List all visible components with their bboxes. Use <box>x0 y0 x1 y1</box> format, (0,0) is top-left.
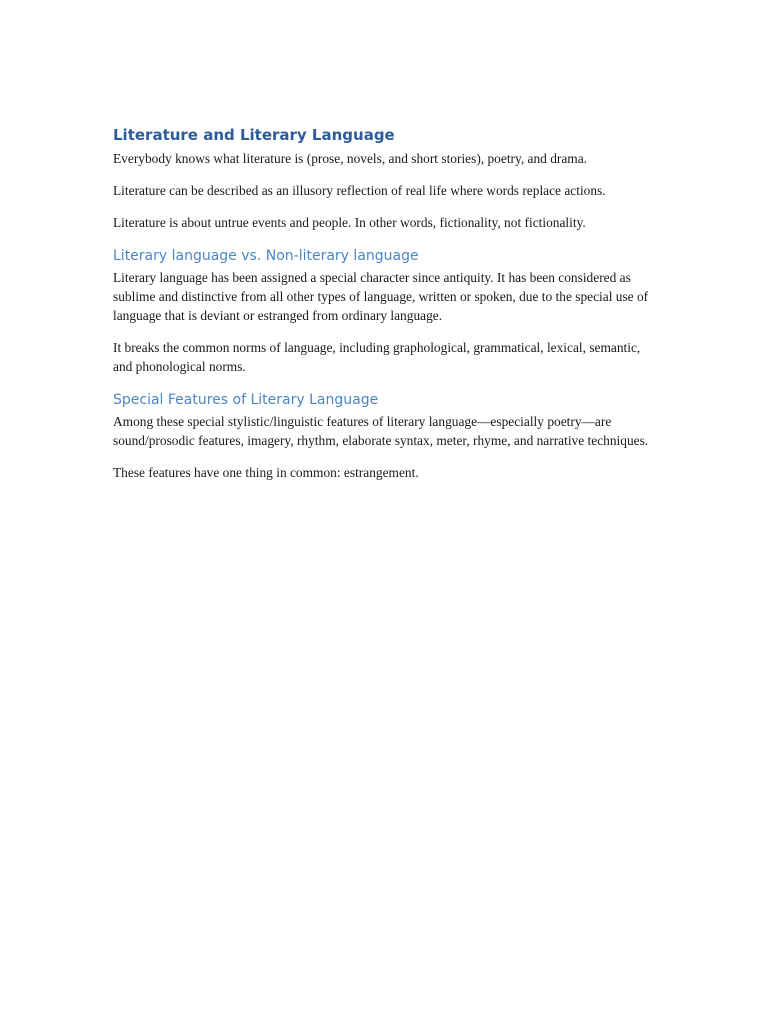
paragraph-special-character: Literary language has been assigned a special character since antiquity. It has been considered as sublime and distinctive from all other types of language, written or spoken, due to the special use of language that is deviant or estranged from ordinary language. <box>113 270 649 323</box>
document-body <box>113 124 661 482</box>
heading-literature-and-literary-language: Literature and Literary Language <box>113 126 395 144</box>
heading-literary-vs-non-literary: Literary language vs. Non-literary language <box>113 248 419 264</box>
paragraph-literature-definition: Everybody knows what literature is (prose, novels, and short stories), poetry, and drama. <box>113 151 588 166</box>
heading-special-features: Special Features of Literary Language <box>113 392 379 408</box>
paragraph-breaks-norms: It breaks the common norms of language, including graphological, grammatical, lexical, semantic, and phonological norms. <box>113 340 641 374</box>
paragraph-stylistic-features: Among these special stylistic/linguistic features of literary language—especially poetry—are sound/prosodic features, imagery, rhythm, elaborate syntax, meter, rhyme, and narrative techniques. <box>113 414 649 448</box>
paragraph-illusory-reflection: Literature can be described as an illusory reflection of real life where words replace actions. <box>113 183 606 198</box>
paragraph-fictionality: Literature is about untrue events and people. In other words, fictionality, not fictionality. <box>113 215 586 230</box>
paragraph-estrangement: These features have one thing in common: estrangement. <box>113 465 419 480</box>
